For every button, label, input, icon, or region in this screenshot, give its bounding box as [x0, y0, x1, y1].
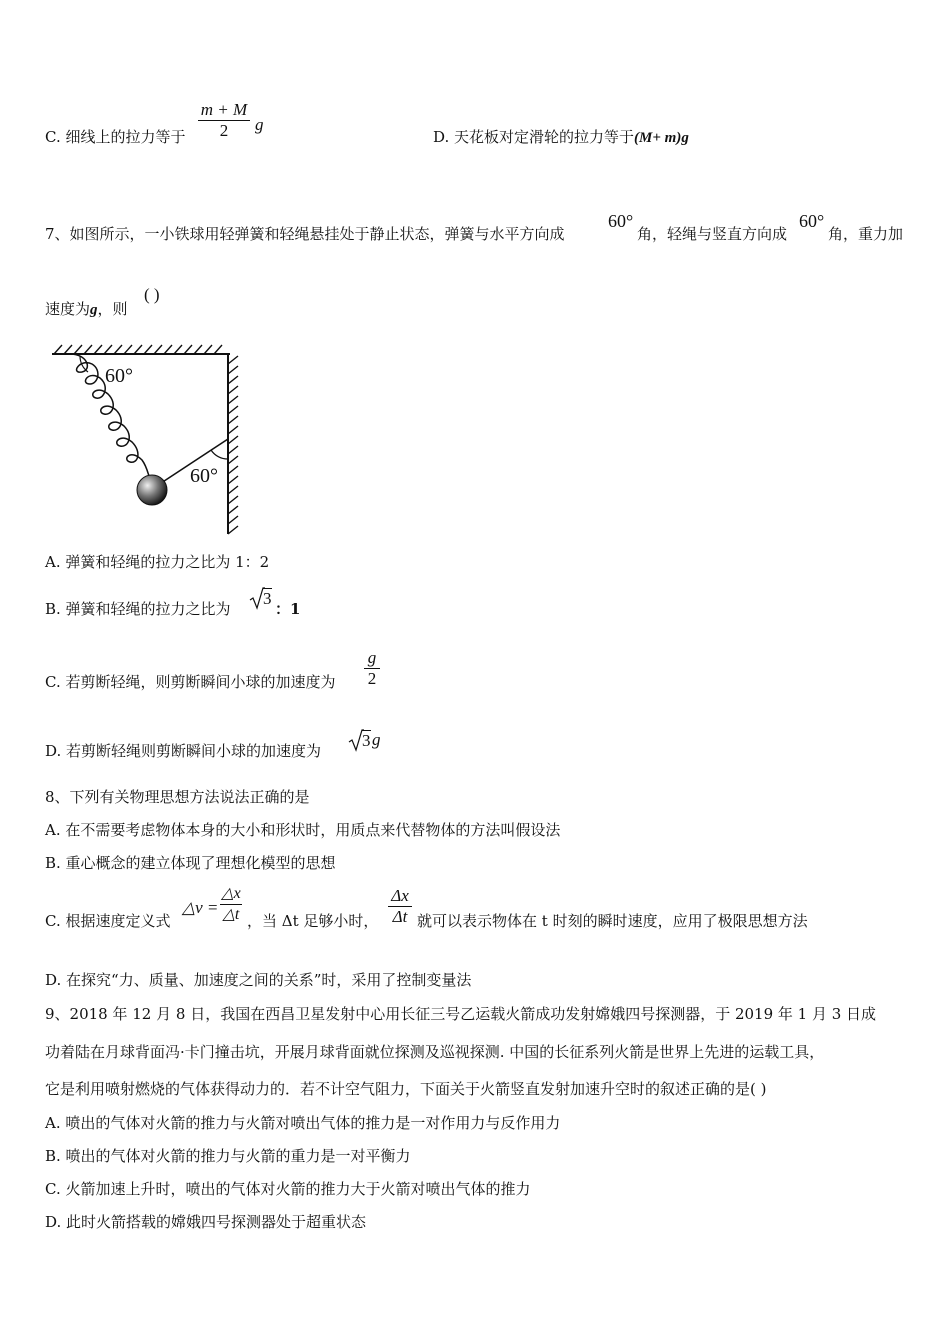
q8-stem: 8、下列有关物理思想方法说法正确的是: [45, 788, 310, 806]
q6-option-c-text: C. 细线上的拉力等于: [45, 128, 186, 146]
q7-c-fraction-denominator: 2: [367, 669, 377, 688]
q7-option-d-radicand: 3: [362, 731, 371, 750]
q8-c-fraction-1: [220, 884, 242, 925]
q6-c-fraction-denominator: 2: [219, 121, 229, 140]
q8-option-c-v: △v =: [182, 898, 219, 917]
q7-option-d-text: D. 若剪断轻绳则剪断瞬间小球的加速度为: [45, 742, 322, 760]
wall: [228, 354, 238, 534]
q7-angle-1: 60°: [608, 211, 634, 231]
q6-c-g: g: [255, 115, 264, 134]
q7-option-b-ratio: ：1: [275, 600, 301, 618]
q7-option-c-text: C. 若剪断轻绳，则剪断瞬间小球的加速度为: [45, 673, 336, 691]
q8-c-fraction-2-denominator: Δt: [392, 907, 408, 926]
q7-option-b-text: B. 弹簧和轻绳的拉力之比为: [45, 600, 231, 618]
q7-stem-part-4: 速度为: [45, 300, 91, 318]
q7-stem-line-1: [45, 224, 565, 244]
q6-c-fraction: [198, 100, 250, 141]
q9-option-d: D. 此时火箭搭载的嫦娥四号探测器处于超重状态: [45, 1213, 367, 1231]
q7-c-fraction: [364, 648, 380, 689]
q7-c-fraction-numerator: g: [367, 648, 377, 667]
q8-c-fraction-1-numerator: △x: [221, 885, 241, 902]
q8-c-fraction-1-denominator: △t: [222, 906, 240, 923]
q7-option-b-radicand: 3: [263, 589, 272, 608]
rope-angle-arc: [211, 450, 228, 459]
q9-stem-line-1: 9、2018 年 12 月 8 日，我国在西昌卫星发射中心用长征三号乙运载火箭成功发射嫦娥四号探测器，于 2019 年 1 月 3 日成: [45, 1005, 877, 1023]
q7-stem-part-2: 角，轻绳与竖直方向成: [637, 225, 788, 243]
q9-stem-line-3: 它是利用喷射燃烧的气体获得动力的．若不计空气阻力，下面关于火箭竖直发射加速升空时的叙述正确的是( ): [45, 1080, 767, 1098]
q8-option-d: D. 在探究“力、质量、加速度之间的关系”时，采用了控制变量法: [45, 971, 472, 989]
q9-stem-line-2: 功着陆在月球背面冯·卡门撞击坑，开展月球背面就位探测及巡视探测. 中国的长征系列火箭是世界上先进的运载工具，: [45, 1043, 825, 1061]
iron-ball: [137, 475, 167, 505]
q6-option-d-expr: (M+ m)g: [634, 130, 689, 146]
q7-answer-paren: ( ): [144, 285, 160, 304]
q7-figure: [48, 342, 248, 542]
q7-option-c: [45, 672, 335, 692]
q9-option-a: A. 喷出的气体对火箭的推力与火箭对喷出气体的推力是一对作用力与反作用力: [45, 1114, 561, 1132]
q6-c-fraction-numerator: m + M: [200, 100, 248, 119]
q6-option-c: [45, 127, 185, 147]
q7-stem-line-2: [45, 299, 128, 320]
q8-c-fraction-2-numerator: Δx: [391, 886, 409, 905]
q7-option-b: [45, 599, 231, 619]
q7-stem-g: g: [90, 302, 98, 318]
q7-option-d: [45, 741, 321, 761]
q6-option-d: [433, 127, 689, 148]
ceiling: [52, 345, 230, 354]
q9-option-b: B. 喷出的气体对火箭的推力与火箭的重力是一对平衡力: [45, 1147, 411, 1165]
q7-option-d-g: g: [372, 730, 381, 749]
figure-angle-right: 60°: [190, 465, 218, 487]
q8-option-c-part-3: 就可以表示物体在 t 时刻的瞬时速度，应用了极限思想方法: [417, 912, 808, 930]
figure-angle-top: 60°: [105, 365, 133, 387]
q7-stem-part-5: ，则: [97, 300, 128, 318]
q8-option-c-part-1: C. 根据速度定义式: [45, 912, 171, 930]
q6-option-d-text: D. 天花板对定滑轮的拉力等于: [433, 128, 635, 146]
q7-angle-2: 60°: [799, 211, 825, 231]
q7-option-a: A. 弹簧和轻绳的拉力之比为 1：2: [45, 553, 270, 571]
q7-stem-part-1: 7、如图所示，一小铁球用轻弹簧和轻绳悬挂处于静止状态，弹簧与水平方向成: [45, 225, 565, 243]
q8-option-c-part-2: ，当 Δt 足够小时，: [247, 912, 379, 930]
q9-option-c: C. 火箭加速上升时，喷出的气体对火箭的推力大于火箭对喷出气体的推力: [45, 1180, 531, 1198]
q8-c-fraction-2: [388, 886, 412, 927]
q8-option-a: A. 在不需要考虑物体本身的大小和形状时，用质点来代替物体的方法叫假设法: [45, 821, 561, 839]
q8-option-b: B. 重心概念的建立体现了理想化模型的思想: [45, 854, 336, 872]
q7-stem-part-3: 角，重力加: [828, 225, 904, 243]
